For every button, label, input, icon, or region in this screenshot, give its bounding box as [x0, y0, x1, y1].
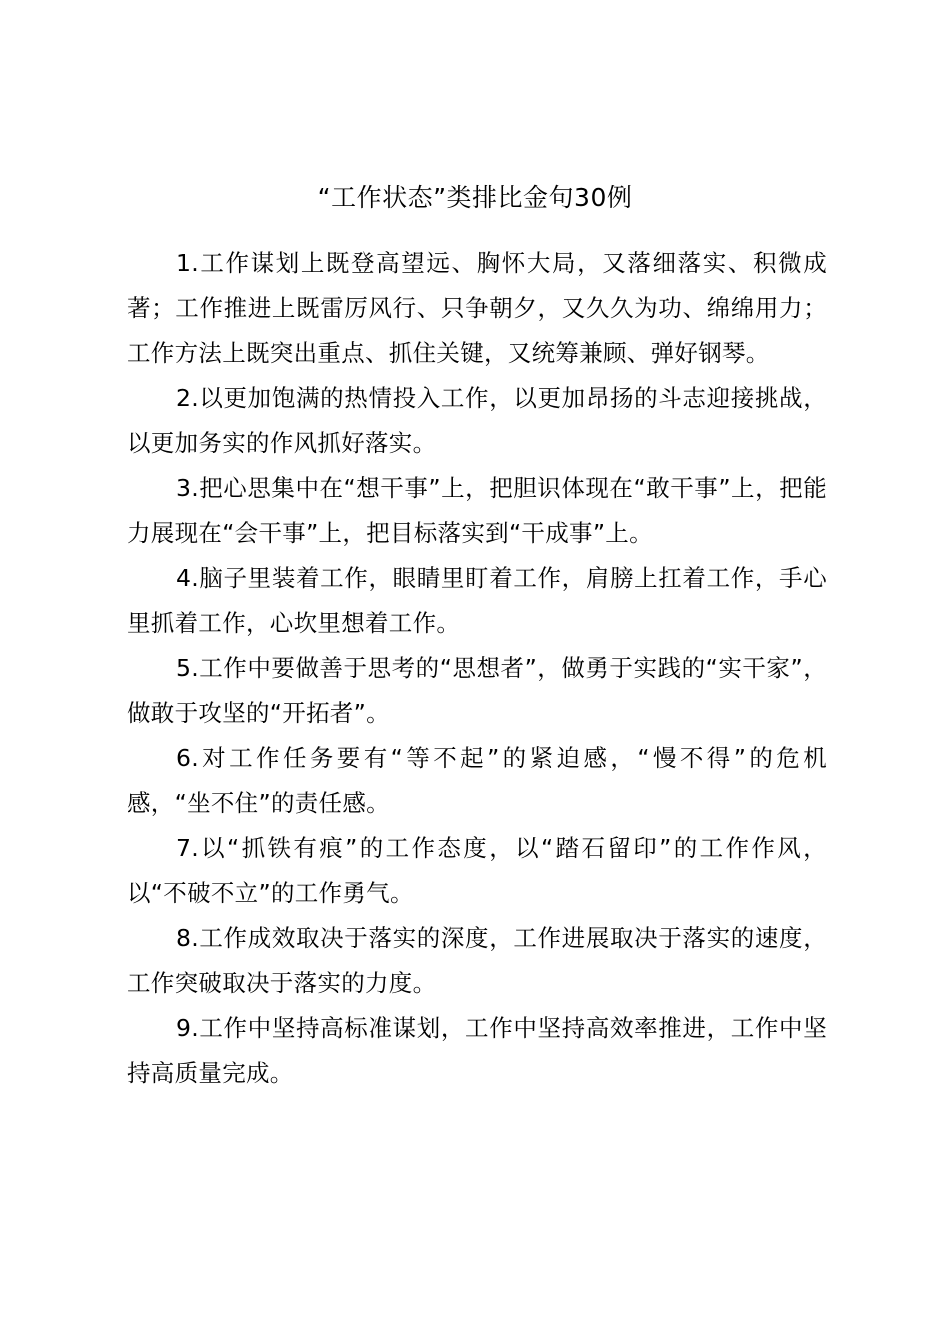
paragraph-9: 9.工作中坚持高标准谋划，工作中坚持高效率推进，工作中坚持高质量完成。 — [127, 1014, 827, 1087]
paragraph-7: 7.以“抓铁有痕”的工作态度，以“踏石留印”的工作作风，以“不破不立”的工作勇气。 — [127, 834, 827, 907]
document-body — [127, 241, 827, 1096]
document-title: “工作状态”类排比金句30例 — [317, 183, 633, 212]
paragraph-2: 2.以更加饱满的热情投入工作，以更加昂扬的斗志迎接挑战，以更加务实的作风抓好落实。 — [127, 384, 827, 457]
paragraph-8: 8.工作成效取决于落实的深度，工作进展取决于落实的速度，工作突破取决于落实的力度。 — [127, 924, 827, 997]
paragraph-3: 3.把心思集中在“想干事”上，把胆识体现在“敢干事”上，把能力展现在“会干事”上，把目标落实到“干成事”上。 — [127, 474, 827, 547]
paragraph-6: 6.对工作任务要有“等不起”的紧迫感，“慢不得”的危机感，“坐不住”的责任感。 — [127, 744, 827, 817]
paragraph-1: 1.工作谋划上既登高望远、胸怀大局，又落细落实、积微成著；工作推进上既雷厉风行、只争朝夕，又久久为功、绵绵用力；工作方法上既突出重点、抓住关键，又统筹兼顾、弹好钢琴。 — [127, 249, 827, 367]
paragraph-4: 4.脑子里装着工作，眼睛里盯着工作，肩膀上扛着工作，手心里抓着工作，心坎里想着工作。 — [127, 564, 827, 637]
paragraph-5: 5.工作中要做善于思考的“思想者”，做勇于实践的“实干家”，做敢于攻坚的“开拓者”。 — [127, 654, 827, 727]
